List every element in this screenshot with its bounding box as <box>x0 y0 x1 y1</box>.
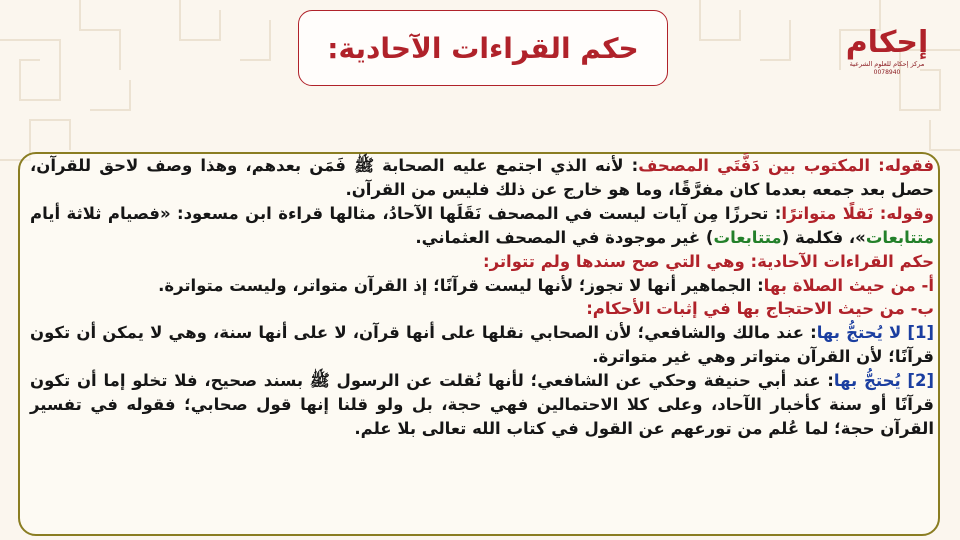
sub-item-label: [2] يُحتجُّ بها <box>833 371 934 391</box>
paragraph-text: : لأنه الذي اجتمع عليه الصحابة ﷺ فَمَن بعدهم، وهذا وصف لاحق للقرآن، حصل بعد جمعه بعدما كان مفرَّقًا، وما هو خارج عن ذلك فليس من القرآن. <box>30 156 934 199</box>
brand-logo <box>842 26 932 96</box>
paragraph-text: : تحرزًا مِن آيات ليست في المصحف نَقَلَها الآحادُ، مثالها قراءة ابن مسعود: «فصيام ثلاثة أيام <box>30 203 782 223</box>
paragraph-text: ) غير موجودة في المصحف العثماني. <box>415 227 714 247</box>
content-body <box>30 154 934 441</box>
logo-subtitle: مركز إحكام للعلوم الشرعية <box>849 60 925 68</box>
section-heading: حكم القراءات الآحادية: وهي التي صح سندها ولم تتواتر: <box>482 251 934 271</box>
term-label: فقوله: المكتوب بين دَفَّتَي المصحف <box>638 156 934 175</box>
highlighted-word: متتابعات <box>713 227 782 247</box>
sub-item-1 <box>30 321 934 369</box>
item-letter: أ- <box>921 275 934 295</box>
highlighted-word: متتابعات <box>865 227 934 247</box>
paragraph-definition-2 <box>30 202 934 250</box>
list-item-b: ب- من حيث الاحتجاج بها في إثبات الأحكام: <box>586 299 934 319</box>
page-title: حكم القراءات الآحادية: <box>327 31 639 65</box>
paragraph-text: »، فكلمة ( <box>781 227 866 247</box>
paragraph-text: : عند مالك والشافعي؛ لأن الصحابي نقلها على أنها قرآن، لا على أنها سنة، وهي لا يمكن أن تكون قرآنًا؛ لأن القرآن متواتر وهي غير متواترة. <box>30 323 934 367</box>
sub-item-label: [1] لا يُحتجُّ بها <box>816 323 934 343</box>
paragraph-definition-1 <box>30 154 934 202</box>
term-label: وقوله: نَقلًا متواترًا <box>781 203 934 223</box>
paragraph-text: : الجماهير أنها لا تجوز؛ لأنها ليست قرآنًا؛ إذ القرآن متواتر، وليست متواترة. <box>158 275 764 295</box>
title-banner <box>298 10 668 86</box>
item-label: من حيث الصلاة بها <box>763 275 916 295</box>
list-item-a <box>30 274 934 298</box>
logo-number: 0078940 <box>873 69 901 76</box>
sub-item-2 <box>30 369 934 441</box>
logo-mark: إحكام <box>845 25 929 60</box>
paragraph-text: : عند أبي حنيفة وحكي عن الشافعي؛ لأنها نُقلت عن الرسول ﷺ بسند صحيح، فلا تخلو إما أن تكون قرآنًا أو سنة كأخبار الآحاد، وعلى كلا الاحتمالين فهي حجة، بل ولو قلنا إنها قول صحابي؛ فقوله في تفسير القرآن حجة؛ لما عُلم من تورعهم عن القول في كتاب الله تعالى بلا علم. <box>30 371 934 438</box>
